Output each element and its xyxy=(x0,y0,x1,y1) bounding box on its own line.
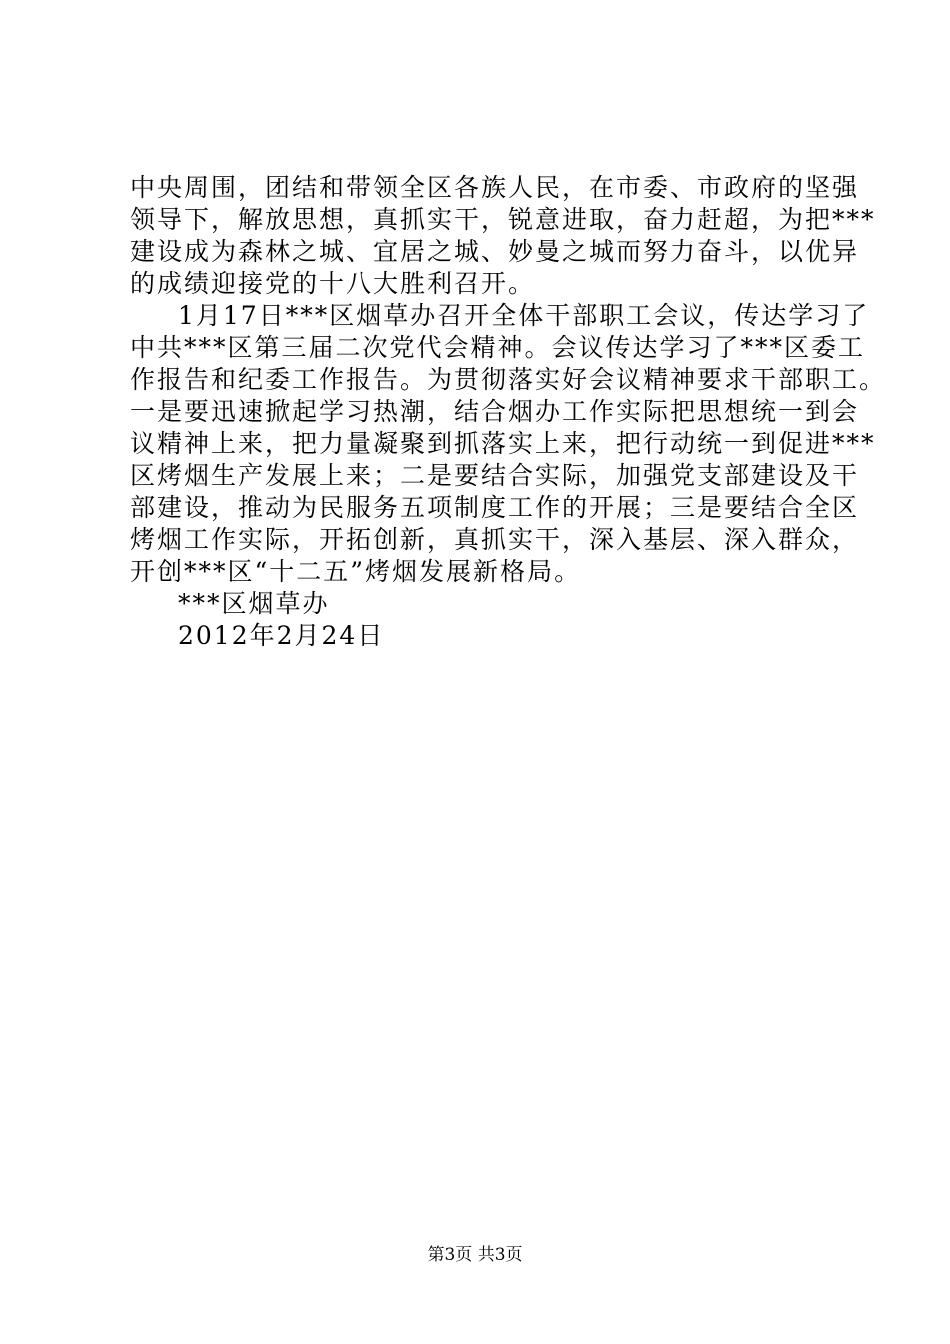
text-line: 烤烟工作实际，开拓创新，真抓实干，深入基层、深入群众， xyxy=(130,525,860,554)
paragraph-start-line: 1月17日***区烟草办召开全体干部职工会议，传达学习了 xyxy=(178,301,870,330)
text-line: 中共***区第三届二次党代会精神。会议传达学习了***区委工 xyxy=(130,333,866,362)
text-line: 一是要迅速掀起学习热潮，结合烟办工作实际把思想统一到会 xyxy=(130,397,860,426)
signature-organization: ***区烟草办 xyxy=(178,589,330,618)
page-number-label: 第3页 共3页 xyxy=(427,1245,523,1265)
text-line: 建设成为森林之城、宜居之城、妙曼之城而努力奋斗，以优异 xyxy=(130,237,860,266)
text-line: 中央周围，团结和带领全区各族人民，在市委、市政府的坚强 xyxy=(130,173,860,202)
text-line: 议精神上来，把力量凝聚到抓落实上来，把行动统一到促进*** xyxy=(130,429,876,458)
text-line: 开创***区“十二五”烤烟发展新格局。 xyxy=(130,557,582,586)
page-footer xyxy=(0,1244,950,1266)
text-line: 领导下，解放思想，真抓实干，锐意进取，奋力赶超，为把*** xyxy=(130,205,876,234)
text-line: 的成绩迎接党的十八大胜利召开。 xyxy=(130,269,536,298)
document-body xyxy=(130,172,887,652)
text-line: 作报告和纪委工作报告。为贯彻落实好会议精神要求干部职工。 xyxy=(130,365,887,394)
text-line: 部建设，推动为民服务五项制度工作的开展；三是要结合全区 xyxy=(130,493,860,522)
signature-date: 2012年2月24日 xyxy=(178,621,385,650)
text-line: 区烤烟生产发展上来；二是要结合实际，加强党支部建设及干 xyxy=(130,461,860,490)
